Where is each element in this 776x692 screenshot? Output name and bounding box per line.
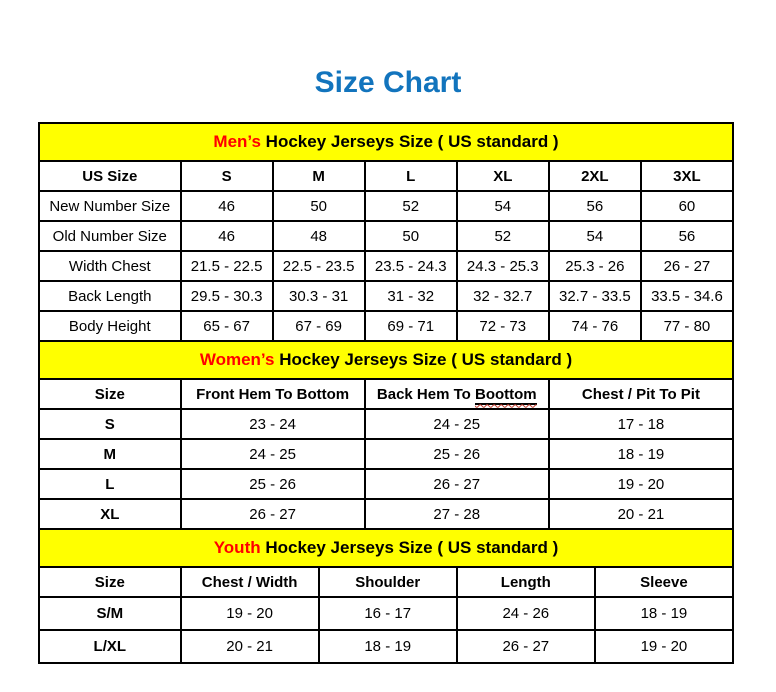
womens-cell: 26 - 27	[181, 499, 365, 529]
womens-header-row	[39, 379, 733, 409]
youth-cell: 20 - 21	[181, 630, 319, 663]
womens-cell: 25 - 26	[365, 439, 549, 469]
womens-cell: 19 - 20	[549, 469, 733, 499]
mens-cell: 54	[549, 221, 641, 251]
womens-cell: 24 - 25	[181, 439, 365, 469]
womens-section-band	[39, 341, 733, 379]
mens-col-header-5: 2XL	[549, 161, 641, 191]
mens-cell: 46	[181, 221, 273, 251]
womens-col-header-3: Chest / Pit To Pit	[549, 379, 733, 409]
mens-col-header-6: 3XL	[641, 161, 733, 191]
mens-cell: 50	[273, 191, 365, 221]
womens-title-rest: Hockey Jerseys Size ( US standard )	[274, 350, 573, 369]
mens-cell: 23.5 - 24.3	[365, 251, 457, 281]
youth-cell: 18 - 19	[319, 630, 457, 663]
mens-cell: 77 - 80	[641, 311, 733, 341]
mens-cell: 31 - 32	[365, 281, 457, 311]
womens-cell: 27 - 28	[365, 499, 549, 529]
mens-row-4	[39, 311, 733, 341]
womens-cell: 24 - 25	[365, 409, 549, 439]
youth-header-row	[39, 567, 733, 597]
mens-row-1	[39, 221, 733, 251]
youth-cell: 16 - 17	[319, 597, 457, 630]
mens-cell: 52	[365, 191, 457, 221]
youth-title-rest: Hockey Jerseys Size ( US standard )	[260, 538, 559, 557]
mens-col-header-0: US Size	[39, 161, 181, 191]
mens-cell: 56	[641, 221, 733, 251]
mens-cell: 56	[549, 191, 641, 221]
womens-row-label: L	[39, 469, 181, 499]
youth-col-header-0: Size	[39, 567, 181, 597]
womens-cell: 26 - 27	[365, 469, 549, 499]
mens-accent-word: Men’s	[213, 132, 261, 151]
womens-col-header-1: Front Hem To Bottom	[181, 379, 365, 409]
mens-col-header-1: S	[181, 161, 273, 191]
youth-section-title	[39, 529, 733, 567]
youth-row-label: S/M	[39, 597, 181, 630]
mens-cell: 69 - 71	[365, 311, 457, 341]
youth-col-header-4: Sleeve	[595, 567, 733, 597]
mens-title-rest: Hockey Jerseys Size ( US standard )	[260, 132, 559, 151]
mens-cell: 60	[641, 191, 733, 221]
womens-row-3	[39, 499, 733, 529]
womens-row-label: M	[39, 439, 181, 469]
mens-header-row	[39, 161, 733, 191]
mens-cell: 26 - 27	[641, 251, 733, 281]
header-text: Back Hem To	[376, 385, 475, 403]
mens-row-label: Width Chest	[39, 251, 181, 281]
underlined-word	[475, 386, 537, 405]
womens-cell: 25 - 26	[181, 469, 365, 499]
youth-col-header-3: Length	[457, 567, 595, 597]
mens-cell: 46	[181, 191, 273, 221]
mens-row-label: Back Length	[39, 281, 181, 311]
mens-cell: 52	[457, 221, 549, 251]
page-title: Size Chart	[314, 66, 462, 99]
youth-size-table	[38, 528, 734, 664]
mens-cell: 54	[457, 191, 549, 221]
womens-row-1	[39, 439, 733, 469]
size-chart	[38, 122, 734, 664]
womens-col-header-0: Size	[39, 379, 181, 409]
youth-cell: 18 - 19	[595, 597, 733, 630]
mens-section-band	[39, 123, 733, 161]
womens-cell: 18 - 19	[549, 439, 733, 469]
mens-cell: 33.5 - 34.6	[641, 281, 733, 311]
youth-row-label: L/XL	[39, 630, 181, 663]
mens-cell: 25.3 - 26	[549, 251, 641, 281]
mens-size-table	[38, 122, 734, 342]
youth-row-0	[39, 597, 733, 630]
misspelled-word: Boottom	[474, 385, 537, 403]
mens-row-3	[39, 281, 733, 311]
womens-size-table	[38, 340, 734, 530]
womens-row-2	[39, 469, 733, 499]
womens-accent-word: Women’s	[199, 350, 275, 369]
mens-cell: 65 - 67	[181, 311, 273, 341]
youth-row-1	[39, 630, 733, 663]
womens-cell: 20 - 21	[549, 499, 733, 529]
womens-cell: 23 - 24	[181, 409, 365, 439]
mens-cell: 30.3 - 31	[273, 281, 365, 311]
youth-accent-word: Youth	[213, 538, 261, 557]
youth-cell: 19 - 20	[595, 630, 733, 663]
youth-col-header-2: Shoulder	[319, 567, 457, 597]
mens-col-header-3: L	[365, 161, 457, 191]
mens-row-0	[39, 191, 733, 221]
mens-cell: 29.5 - 30.3	[181, 281, 273, 311]
womens-cell: 17 - 18	[549, 409, 733, 439]
mens-cell: 21.5 - 22.5	[181, 251, 273, 281]
womens-row-label: XL	[39, 499, 181, 529]
mens-col-header-2: M	[273, 161, 365, 191]
youth-col-header-1: Chest / Width	[181, 567, 319, 597]
mens-row-label: Body Height	[39, 311, 181, 341]
mens-section-title	[39, 123, 733, 161]
womens-section-title	[39, 341, 733, 379]
womens-row-0	[39, 409, 733, 439]
youth-cell: 19 - 20	[181, 597, 319, 630]
mens-cell: 32.7 - 33.5	[549, 281, 641, 311]
mens-cell: 24.3 - 25.3	[457, 251, 549, 281]
mens-row-label: Old Number Size	[39, 221, 181, 251]
mens-cell: 74 - 76	[549, 311, 641, 341]
womens-row-label: S	[39, 409, 181, 439]
womens-col-header-2	[365, 379, 549, 409]
mens-cell: 67 - 69	[273, 311, 365, 341]
youth-cell: 24 - 26	[457, 597, 595, 630]
mens-row-label: New Number Size	[39, 191, 181, 221]
mens-cell: 22.5 - 23.5	[273, 251, 365, 281]
mens-col-header-4: XL	[457, 161, 549, 191]
mens-cell: 32 - 32.7	[457, 281, 549, 311]
mens-cell: 48	[273, 221, 365, 251]
youth-cell: 26 - 27	[457, 630, 595, 663]
youth-section-band	[39, 529, 733, 567]
mens-row-2	[39, 251, 733, 281]
mens-cell: 50	[365, 221, 457, 251]
mens-cell: 72 - 73	[457, 311, 549, 341]
